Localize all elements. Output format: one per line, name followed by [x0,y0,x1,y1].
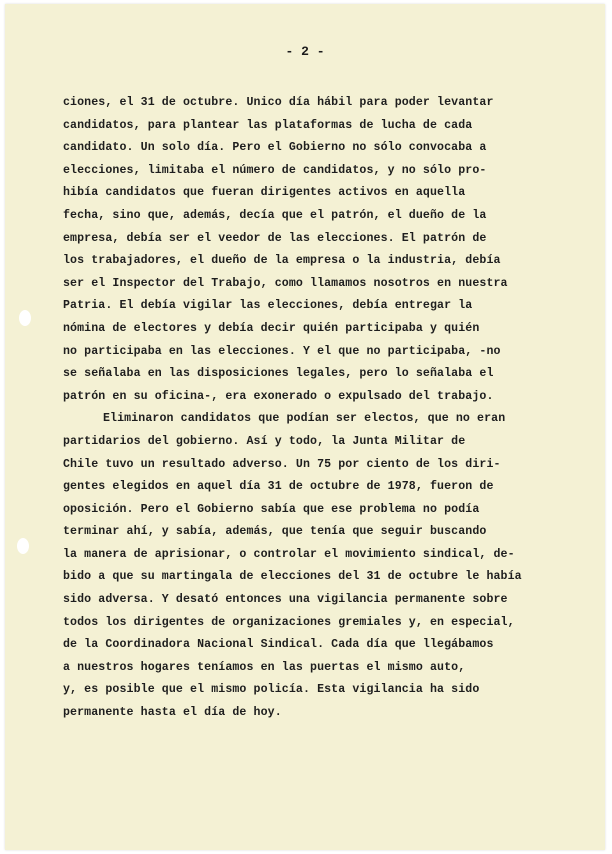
page-number: - 2 - [285,44,325,59]
text-line: de la Coordinadora Nacional Sindical. Cada día que llegábamos [63,638,494,652]
text-line: todos los dirigentes de organizaciones gremiales y, en especial, [63,615,515,629]
text-line: nómina de electores y debía decir quién participaba y quién [63,321,480,335]
text-line: fecha, sino que, además, decía que el patrón, el dueño de la [63,208,487,222]
punch-hole-top [19,310,31,326]
text-line: los trabajadores, el dueño de la empresa o la industria, debía [63,254,501,268]
text-line: empresa, debía ser el veedor de las elecciones. El patrón de [63,231,487,245]
text-line: no participaba en las elecciones. Y el que no participaba, -no [63,344,501,358]
text-line: bido a que su martingala de elecciones del 31 de octubre le había [63,570,522,584]
text-line: gentes elegidos en aquel día 31 de octubre de 1978, fueron de [63,480,494,494]
text-line: a nuestros hogares teníamos en las puertas el mismo auto, [63,660,466,674]
text-line: la manera de aprisionar, o controlar el movimiento sindical, de- [63,547,515,561]
text-line: Chile tuvo un resultado adverso. Un 75 por ciento de los diri- [63,457,501,471]
paragraph-1 [63,92,563,408]
text-line: patrón en su oficina-, era exonerado o expulsado del trabajo. [63,389,494,403]
text-line: Patria. El debía vigilar las elecciones, debía entregar la [63,299,473,313]
document-page [5,4,605,850]
text-line: y, es posible que el mismo policía. Esta vigilancia ha sido [63,683,480,697]
text-line: partidarios del gobierno. Así y todo, la Junta Militar de [63,434,466,448]
text-line: candidato. Un solo día. Pero el Gobierno no sólo convocaba a [63,141,487,155]
paragraph-2 [63,408,563,724]
text-line: candidatos, para plantear las plataformas de lucha de cada [63,118,473,132]
body-text [63,92,563,725]
text-line: oposición. Pero el Gobierno sabía que ese problema no podía [63,502,480,516]
text-line: ciones, el 31 de octubre. Unico día hábil para poder levantar [63,96,494,109]
text-line: Eliminaron candidatos que podían ser electos, que no eran [103,412,506,426]
text-line: elecciones, limitaba el número de candidatos, y no sólo pro- [63,163,487,177]
text-line: terminar ahí, y sabía, además, que tenía que seguir buscando [63,525,487,539]
text-line: permanente hasta el día de hoy. [63,706,282,720]
punch-hole-bottom [17,538,29,554]
text-line: se señalaba en las disposiciones legales, pero lo señalaba el [63,367,494,381]
text-line: ser el Inspector del Trabajo, como llamamos nosotros en nuestra [63,276,508,290]
text-line: hibía candidatos que fueran dirigentes activos en aquella [63,186,466,200]
text-line: sido adversa. Y desató entonces una vigilancia permanente sobre [63,593,508,607]
